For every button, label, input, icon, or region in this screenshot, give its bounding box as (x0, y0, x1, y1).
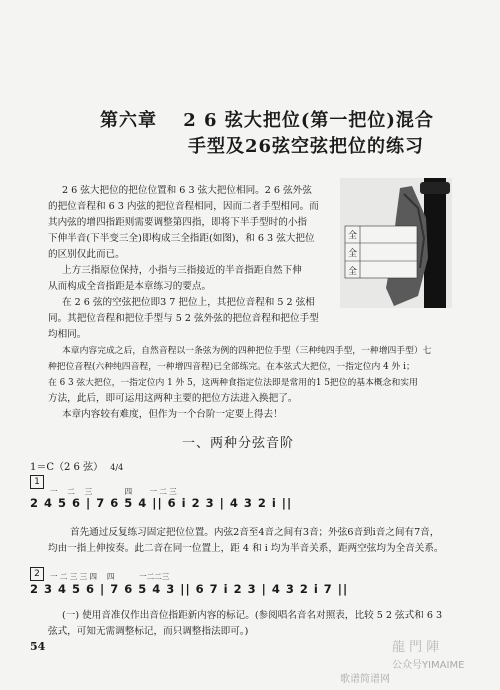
chapter-title-line1: 第六章 2 6 弦大把位(第一把位)混合 (100, 110, 434, 131)
intro-line: 方法，此后，即可运用这两种主要的把位方法进入换把了。 (48, 393, 298, 404)
intro-line: 本章内容较有难度，但作为一个台阶一定要上得去！ (62, 409, 283, 420)
exercise-number: 2 (30, 567, 44, 581)
explanation-line: 首先通过反复练习固定把位位置。内弦2音至4音之间有3音；外弦6音到i音之间有7音， (70, 527, 440, 538)
intro-line: 同。其把位音程和把位手型与 5 2 弦外弦的把位音程和把位手型 (48, 313, 319, 324)
watermark-text: 歌谱简谱网 (340, 674, 390, 685)
page-number: 54 (30, 640, 46, 653)
intro-line: 在 2 6 弦的空弦把位即3 7 把位上，其把位音程和 5 2 弦相 (62, 297, 315, 308)
explanation-line: 均由一指上伸按奏。此二音在同一位置上，距 4 和 i 均为半音关系，距两空弦均为全音关系。 (48, 543, 444, 554)
fingering-marks: 一 二 三 三 四 四 一二二三 (50, 572, 170, 581)
intro-line: 下伸半音(下半变三全)即构成三全指距(如图)，和 6 3 弦大把位 (48, 233, 315, 244)
chapter-title-line2: 手型及26弦空弦把位的练习 (188, 136, 425, 157)
intro-line: 其内弦的增四指距则需要调整第四指，即将下半手型时的小指 (48, 217, 308, 228)
photo-label-2: 全 (348, 249, 358, 259)
intro-line: 在 6 3 弦大把位，一指定位内 1 外 5，这两种食指定位法即是常用的1 5把位的基本概念和实用 (48, 378, 418, 388)
section-title: 一、两种分弦音阶 (182, 436, 295, 451)
intro-line: 均相同。 (48, 329, 87, 340)
intro-line: 从而构成全音指距是本章练习的要点。 (48, 281, 212, 292)
exercise-number: 1 (30, 475, 44, 489)
notation-line: 2 3 4 5 6 | 7 6 5 4 3 || 6 7 i 2 3 | 4 3 2 i 7 || (30, 582, 349, 596)
intro-line: 的把位音程和 6 3 内弦的把位音程相同，因而二者手型相同。而 (48, 201, 319, 212)
key-label: 1＝C（2 6 弦） (30, 462, 104, 473)
notation-line: 2 4 5 6 | 7 6 5 4 || 6 i 2 3 | 4 3 2 i || (30, 496, 293, 510)
fingering-marks: 一 二 三 四 一 二 三 (50, 487, 177, 496)
intro-line: 种把位音程(六种纯四音程，一种增四音程)已全部练完。在本弦式大把位，一指定位内 4 外 i； (48, 362, 415, 372)
photo-label-1: 全 (348, 231, 358, 241)
intro-line: 本章内容完成之后，自然音程以一条弦为例的四种把位手型（三种纯四手型，一种增四手型）七 (62, 346, 432, 356)
time-signature: 4/4 (110, 463, 124, 472)
hand-fingering-photo (340, 178, 452, 308)
photo-label-3: 全 (348, 267, 358, 277)
watermark-text: 公众号YIMAIME (392, 660, 465, 671)
intro-line: 2 6 弦大把位的把位位置和 6 3 弦大把位相同。2 6 弦外弦 (62, 185, 312, 196)
explanation-line: (一) 使用音准仅作出音位指距新内容的标记。(参阅唱名音名对照表，比较 5 2 弦式和 6 3 (62, 610, 443, 621)
watermark-logo: 龍 門 陣 (392, 640, 440, 655)
explanation-line: 弦式，可知无需调整标记，而只调整指法即可。) (48, 626, 249, 637)
intro-line: 上方三指原位保持，小指与三指接近的半音指距自然下伸 (62, 265, 302, 276)
key-signature (30, 458, 123, 473)
intro-line: 的区别仅此而已。 (48, 249, 125, 260)
